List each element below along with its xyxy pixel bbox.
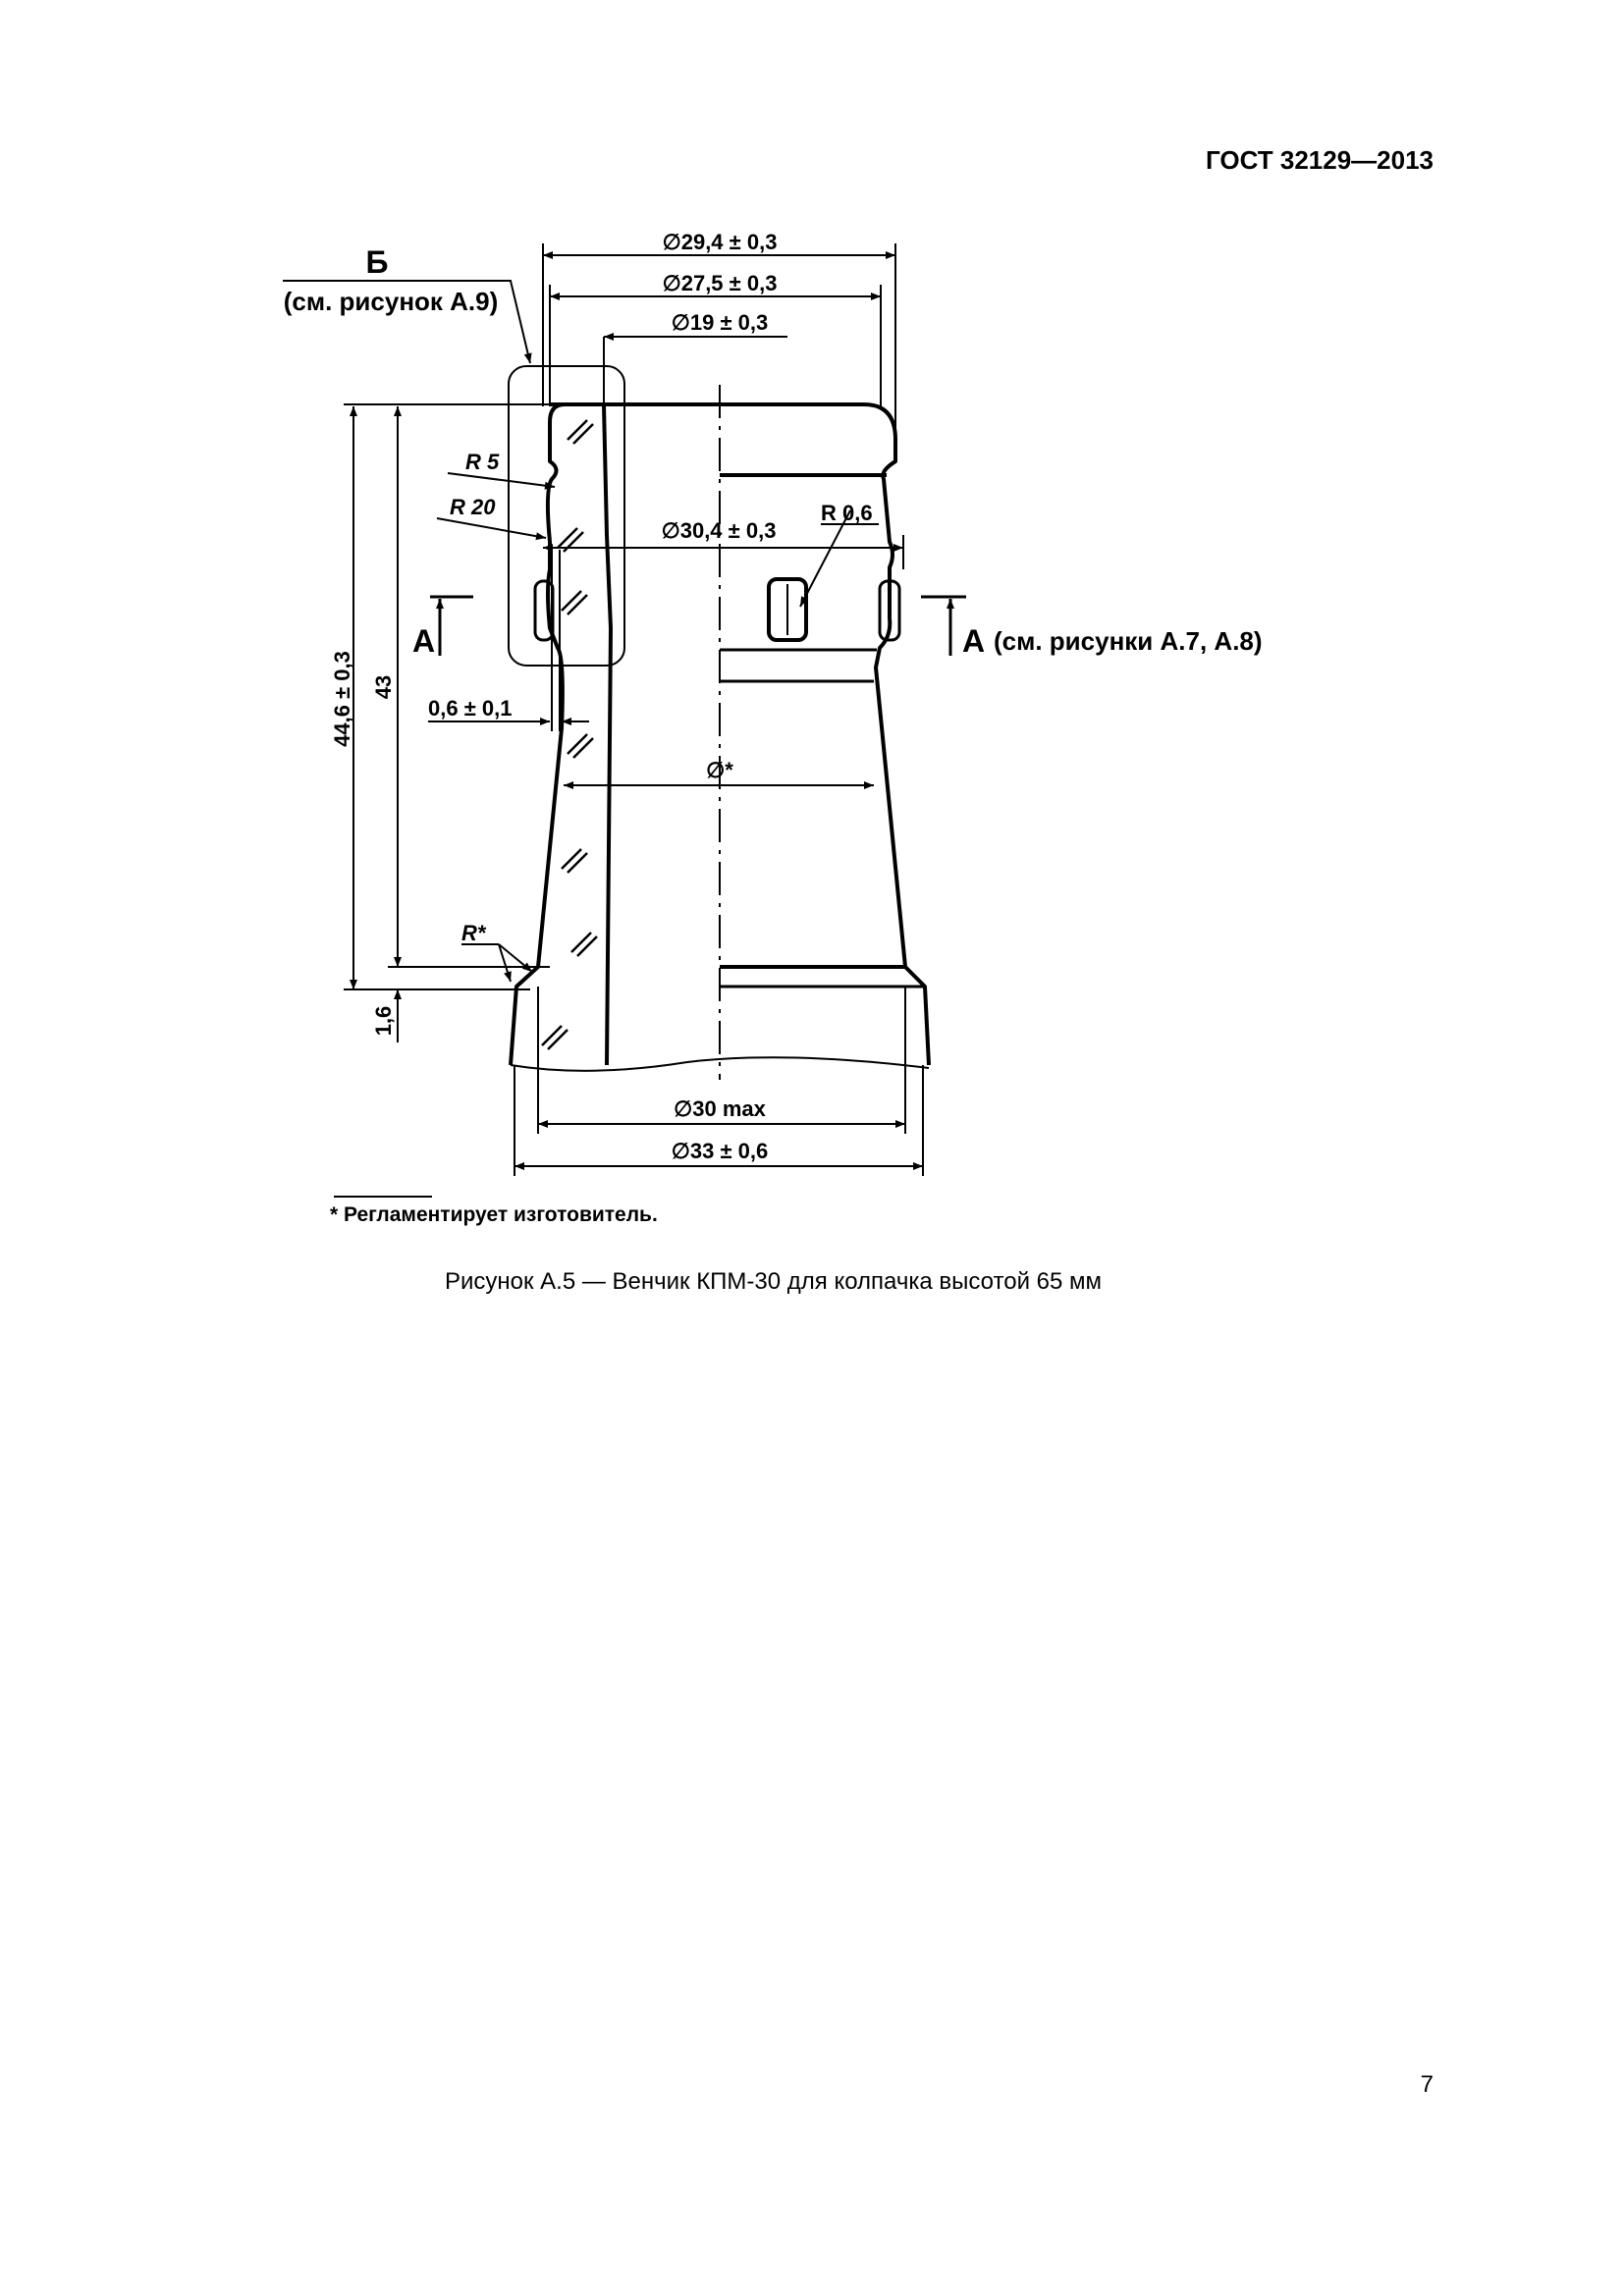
dim-d27: ∅27,5 ± 0,3 [662,271,778,295]
footnote-rule [334,1196,432,1198]
view-b-ref: (см. рисунок А.9) [283,287,499,316]
dim-rstar: R* [461,921,486,945]
dim-d19: ∅19 ± 0,3 [671,310,769,335]
dim-height-43: 43 [371,674,396,700]
page-number: 7 [1420,2071,1434,2098]
view-b-letter: Б [365,244,389,280]
dim-d29: ∅29,4 ± 0,3 [662,230,778,254]
dim-r06: R 0,6 [821,501,873,525]
figure-caption: Рисунок А.5 — Венчик КПМ-30 для колпачка высотой 65 мм [444,1268,1103,1295]
section-a-left: А [412,623,436,659]
dim-height-total: 44,6 ± 0,3 [330,651,354,747]
section-a-right: А [962,623,986,659]
dim-dstar: ∅* [706,758,733,782]
dim-d30max: ∅30 max [674,1096,766,1121]
dim-d33: ∅33 ± 0,6 [671,1139,769,1163]
section-a-ref: (см. рисунки А.7, А.8) [994,626,1263,656]
dim-r5: R 5 [465,450,500,474]
dim-wall: 0,6 ± 0,1 [428,696,513,721]
section-hatching [542,420,597,1049]
dim-16: 1,6 [371,1005,396,1037]
footnote: * Регламентирует изготовитель. [330,1203,658,1226]
dim-d30-4: ∅30,4 ± 0,3 [661,518,777,543]
document-header: ГОСТ 32129—2013 [1206,145,1434,175]
dim-r20: R 20 [450,495,496,519]
